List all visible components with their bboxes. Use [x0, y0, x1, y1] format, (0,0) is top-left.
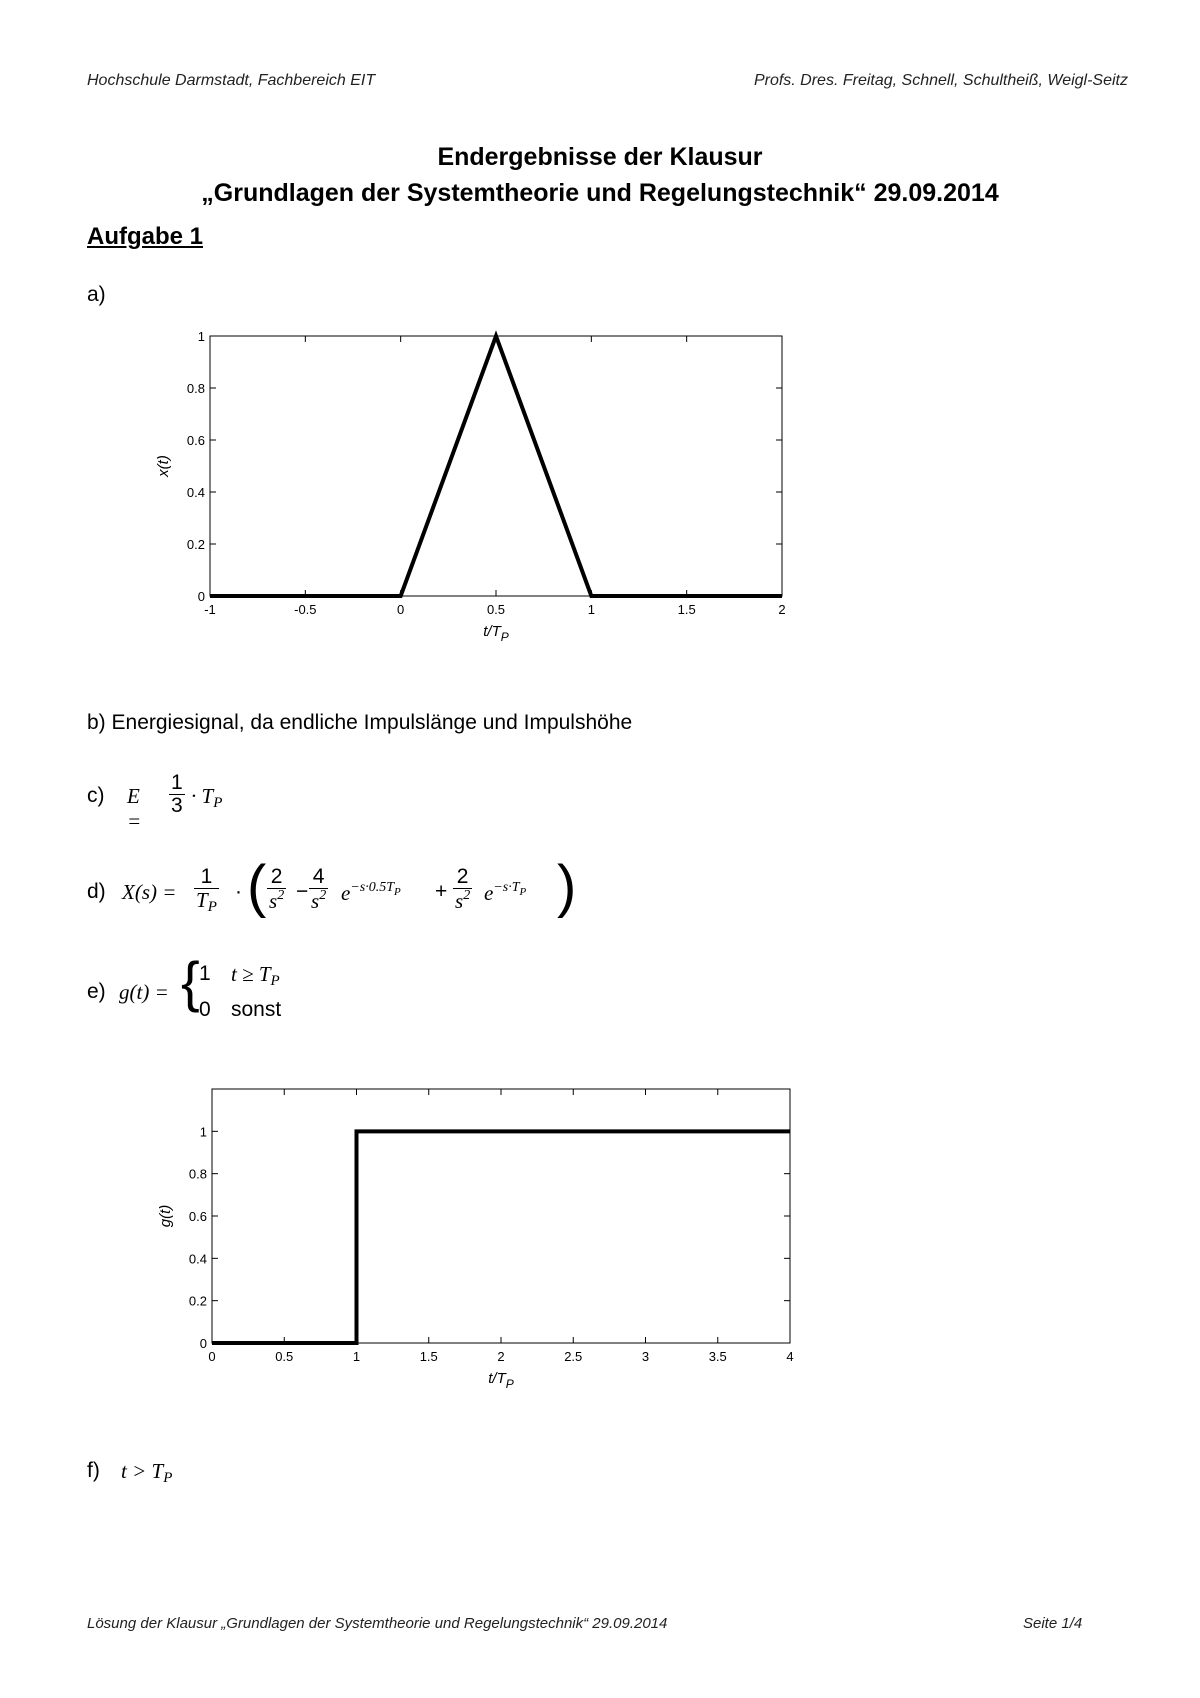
exp-2-base: e	[484, 881, 494, 905]
part-e	[87, 950, 487, 1028]
section-heading: Aufgabe 1	[87, 223, 204, 250]
energy-rhs-text: · T	[191, 784, 214, 808]
case-1-value: 1	[199, 962, 211, 985]
laplace-term-3	[453, 866, 472, 912]
energy-rhs-sub: P	[213, 795, 223, 811]
part-d	[87, 854, 707, 928]
laplace-dot: ·	[235, 880, 242, 903]
chart-g-of-t	[157, 1089, 794, 1391]
chart-x-of-t	[155, 329, 786, 644]
part-f-formula	[121, 1459, 172, 1487]
y-tick-label: 0.8	[186, 381, 205, 396]
term-3-den-sup: 2	[463, 888, 471, 904]
exp-1-base: e	[341, 881, 351, 905]
laplace-term-1	[267, 866, 286, 912]
laplace-factor-den-sub: P	[207, 899, 217, 916]
exp-1-sup-sub: P	[394, 886, 401, 898]
x-tick-label: -0.5	[294, 602, 317, 617]
case-1-condition	[231, 962, 280, 990]
exp-2-sup: −s·T	[493, 880, 520, 895]
y-tick-label: 1	[197, 329, 205, 344]
term-1-den	[267, 889, 286, 912]
part-f-label: f)	[87, 1459, 100, 1482]
x-tick-label: 0.5	[486, 602, 506, 617]
page-header-left: Hochschule Darmstadt, Fachbereich EIT	[87, 72, 376, 89]
page-title: Endergebnisse der Klausur	[437, 143, 763, 171]
x-tick-label: 1	[352, 1349, 361, 1364]
term-1-num: 2	[267, 866, 286, 889]
x-axis-label: $t/T_P$	[488, 1370, 514, 1391]
page-footer-right: Seite 1/4	[1023, 1615, 1083, 1632]
part-a-label: a)	[87, 283, 106, 306]
x-tick-label: 4	[786, 1349, 794, 1364]
y-tick-label: 0.6	[186, 433, 205, 448]
term-3-den	[453, 889, 472, 912]
exp-term-1	[341, 880, 401, 906]
case-2-condition: sonst	[231, 998, 282, 1021]
term-2-den	[309, 889, 328, 912]
page-footer-left: Lösung der Klausur „Grundlagen der Systemtheorie und Regelungstechnik“ 29.09.2014	[87, 1615, 668, 1632]
y-tick-label: 0.6	[188, 1209, 207, 1224]
x-tick-label: 0	[208, 1349, 216, 1364]
x-axis-label: $t/T_P$	[483, 623, 509, 644]
x-tick-label: 0.5	[275, 1349, 294, 1364]
laplace-factor-num: 1	[194, 866, 219, 889]
series-line	[210, 336, 782, 596]
term-1-den-text: s	[269, 889, 278, 914]
x-tick-label: 0	[397, 602, 405, 617]
x-tick-label: -1	[204, 602, 216, 617]
x-tick-label: 2.5	[564, 1349, 583, 1364]
plot-frame	[210, 336, 782, 596]
y-tick-label: 0.2	[186, 537, 205, 552]
energy-lhs: E =	[127, 784, 142, 833]
case-1-cond-sub: P	[270, 973, 280, 989]
exp-1-sup: −s·0.5T	[350, 880, 395, 895]
laplace-factor-den	[194, 889, 219, 916]
term-1-den-sup: 2	[277, 888, 285, 904]
y-tick-label: 0.8	[188, 1166, 207, 1182]
part-f-formula-sub: P	[163, 1470, 173, 1486]
exp-term-2	[484, 880, 526, 906]
term-2-den-text: s	[311, 889, 320, 914]
y-tick-label: 0.4	[186, 485, 205, 500]
term-2-num: 4	[309, 866, 328, 889]
laplace-factor-den-text: T	[196, 888, 208, 913]
plot-frame	[212, 1089, 790, 1343]
x-tick-label: 2	[778, 602, 786, 617]
energy-rhs	[191, 784, 222, 812]
part-e-label: e)	[87, 980, 106, 1003]
part-c-label: c)	[87, 784, 105, 807]
part-f-formula-text: t > T	[121, 1459, 164, 1483]
part-b-text: b) Energiesignal, da endliche Impulslänge und Impulshöhe	[87, 711, 633, 734]
energy-fraction	[169, 772, 185, 817]
y-tick-label: 0	[197, 589, 205, 604]
x-tick-label: 1	[587, 602, 595, 617]
step-response-lhs: g(t) =	[119, 980, 169, 1004]
laplace-term-2	[309, 866, 328, 912]
y-tick-label: 0.4	[188, 1251, 207, 1267]
laplace-factor	[194, 866, 219, 916]
minus-sign: −	[296, 880, 309, 903]
page-subtitle: „Grundlagen der Systemtheorie und Regelungstechnik“ 29.09.2014	[201, 179, 999, 207]
y-axis-label: g(t)	[157, 1204, 174, 1228]
case-brace: {	[181, 950, 200, 1013]
x-tick-label: 2	[497, 1349, 505, 1364]
page-header-right: Profs. Dres. Freitag, Schnell, Schultheiß, Weigl-Seitz	[753, 72, 1128, 89]
exp-2-sup-sub: P	[519, 886, 527, 898]
term-2-den-sup: 2	[319, 888, 327, 904]
y-axis-label: x(t)	[155, 455, 172, 477]
part-d-label: d)	[87, 880, 106, 903]
series-line	[212, 1131, 790, 1343]
case-1-cond-text: t ≥ T	[231, 962, 271, 986]
y-tick-label: 0.2	[188, 1293, 207, 1309]
x-tick-label: 3	[641, 1349, 650, 1364]
energy-fraction-den: 3	[171, 794, 183, 818]
energy-fraction-num: 1	[171, 771, 183, 794]
term-3-den-text: s	[455, 889, 464, 914]
laplace-lhs: X(s) =	[122, 880, 177, 904]
y-tick-label: 0	[199, 1336, 207, 1351]
right-paren: )	[557, 854, 577, 919]
left-paren: (	[247, 854, 267, 919]
y-tick-label: 1	[199, 1124, 207, 1140]
term-3-num: 2	[453, 866, 472, 889]
x-tick-label: 1.5	[677, 602, 696, 617]
case-2-value: 0	[199, 998, 211, 1021]
x-tick-label: 1.5	[419, 1349, 438, 1364]
x-tick-label: 3.5	[708, 1349, 727, 1364]
plus-sign: +	[435, 880, 448, 903]
